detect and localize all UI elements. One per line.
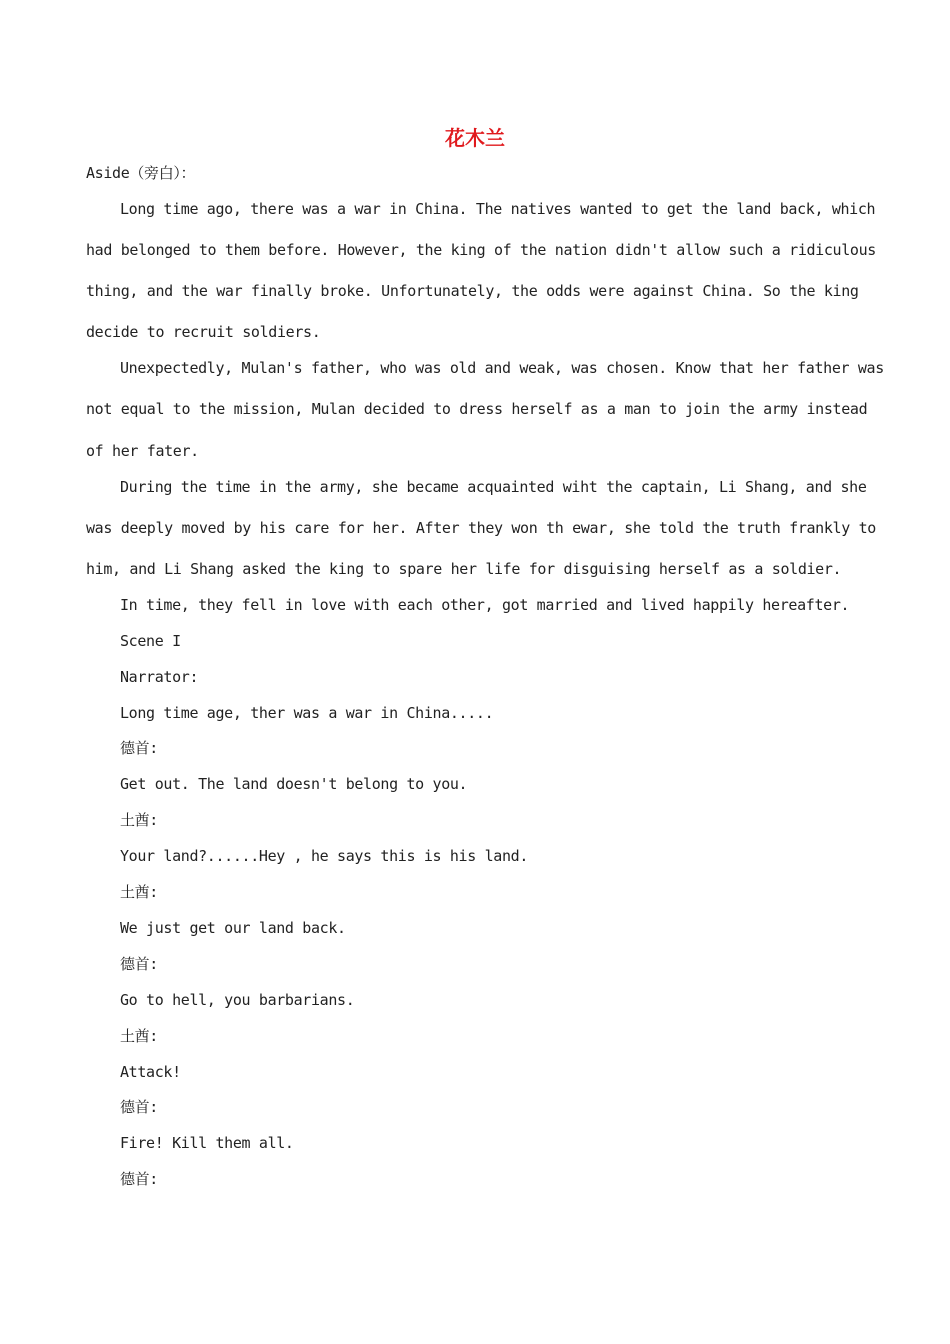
speaker-label: 土酋: [120,1027,158,1045]
speaker-label: Narrator: [120,668,199,686]
speaker-label: 土酋: [120,883,158,901]
intro-p3-line: him, and Li Shang asked the king to spare her life for disguising herself as a soldier. [86,560,842,578]
document-title: 花木兰 [445,126,505,150]
intro-p1-line: Long time ago, there was a war in China. The natives wanted to get the land back, which [120,200,876,218]
intro-p3-line: was deeply moved by his care for her. After they won th ewar, she told the truth frankly to [86,519,876,537]
dialogue-line: Go to hell, you barbarians. [120,991,355,1009]
dialogue-line: Get out. The land doesn't belong to you. [120,775,468,793]
speaker-label: 德首: [120,955,158,973]
intro-p1-line: thing, and the war finally broke. Unfortunately, the odds were against China. So the king [86,282,859,300]
intro-p2-line: Unexpectedly, Mulan's father, who was old and weak, was chosen. Know that her father was [120,359,884,377]
dialogue-line: Long time age, ther was a war in China..... [120,704,494,722]
intro-p4-line: In time, they fell in love with each other, got married and lived happily hereafter. [120,596,850,614]
intro-p2-line: not equal to the mission, Mulan decided to dress herself as a man to join the army instead [86,400,868,418]
intro-p2-line: of her fater. [86,442,199,460]
dialogue-line: We just get our land back. [120,919,346,937]
intro-p1-line: had belonged to them before. However, the king of the nation didn't allow such a ridiculous [86,241,876,259]
intro-p1-line: decide to recruit soldiers. [86,323,321,341]
dialogue-line: Fire! Kill them all. [120,1134,294,1152]
aside-label: Aside（旁白）： [86,164,196,182]
scene-heading: Scene I [120,632,181,650]
dialogue-line: Attack! [120,1063,181,1081]
speaker-label: 土酋: [120,811,158,829]
dialogue-line: Your land?......Hey , he says this is his land. [120,847,528,865]
speaker-label: 德首: [120,1098,158,1116]
speaker-label: 德首: [120,739,158,757]
speaker-label: 德首: [120,1170,158,1188]
intro-p3-line: During the time in the army, she became acquainted wiht the captain, Li Shang, and she [120,478,867,496]
